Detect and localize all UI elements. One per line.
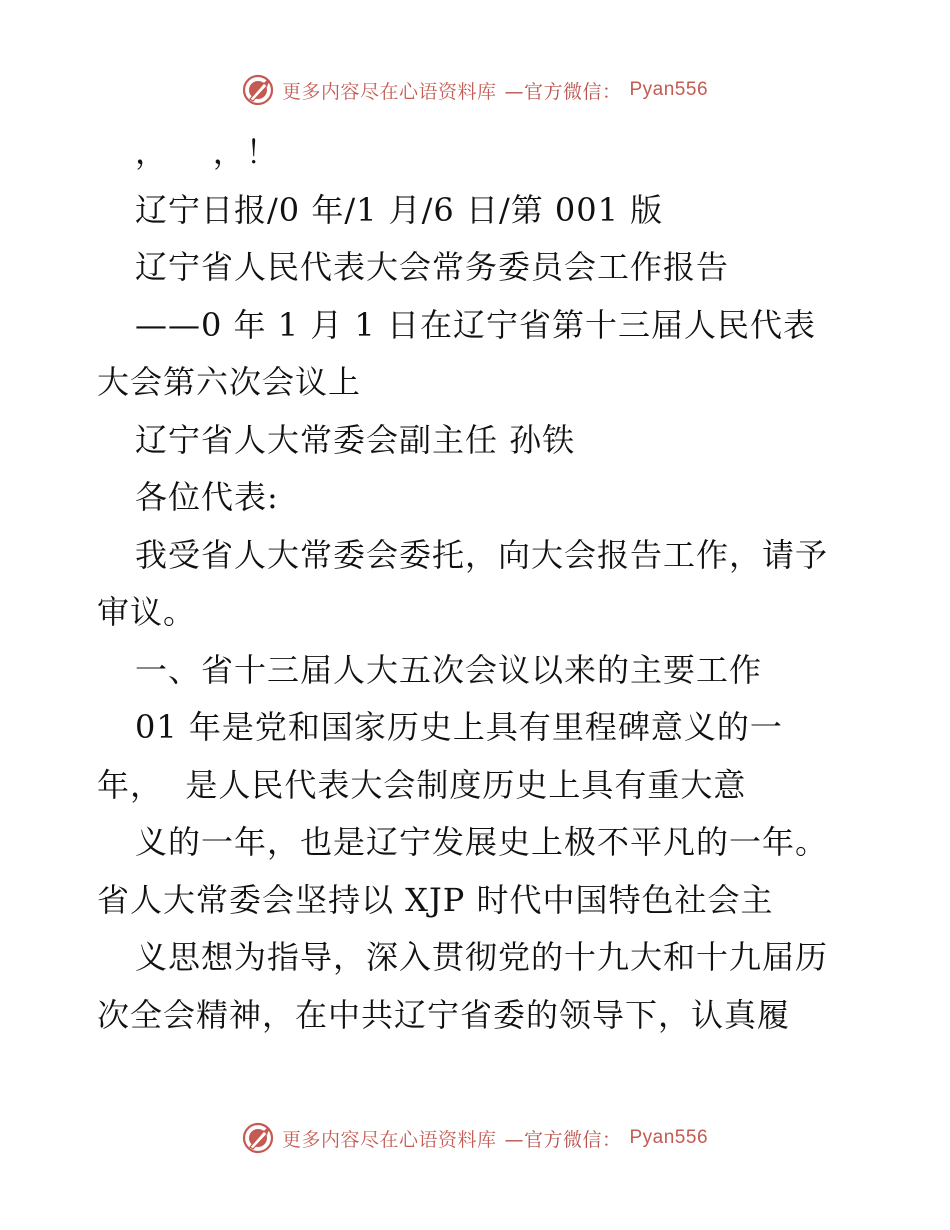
text-line: 省人大常委会坚持以 XJP 时代中国特色社会主	[97, 880, 774, 919]
text-line: 审议。	[97, 593, 197, 631]
text-line: 次全会精神，在中共辽宁省委的领导下，认真履	[97, 995, 791, 1034]
text-line: 义思想为指导，深入贯彻党的十九大和十九届历	[135, 938, 829, 976]
text-line: 辽宁省人大常委会副主任 孙铁	[135, 420, 576, 459]
text-line: 年， 是人民代表大会制度历史上具有重大意	[97, 765, 747, 804]
footer-banner	[0, 1118, 950, 1158]
document-body	[97, 124, 877, 1044]
text-line: 辽宁日报/0 年/1 月/6 日/第 001 版	[135, 190, 664, 229]
banner-separator: —官方微信：	[504, 80, 622, 103]
text-line: ——0 年 1 月 1 日在辽宁省第十三届人民代表	[135, 305, 816, 344]
text-line: 义的一年，也是辽宁发展史上极不平凡的一年。	[135, 823, 829, 861]
text-line: 大会第六次会议上	[97, 363, 362, 401]
banner-text: 更多内容尽在心语资料库	[281, 1128, 497, 1151]
pen-logo-icon	[242, 74, 274, 106]
banner-text: 更多内容尽在心语资料库	[281, 80, 497, 103]
text-line: 辽宁省人民代表大会常务委员会工作报告	[135, 248, 730, 286]
banner-separator: —官方微信：	[504, 1128, 622, 1151]
text-line: 我受省人大常委会委托，向大会报告工作，请予	[135, 535, 829, 574]
pen-logo-icon	[242, 1122, 274, 1154]
wechat-id: Pyan556	[629, 79, 709, 100]
text-line: 01 年是党和国家历史上具有里程碑意义的一	[135, 708, 783, 746]
header-banner	[0, 70, 950, 110]
wechat-id: Pyan556	[629, 1127, 709, 1148]
text-line: ， ，！	[135, 133, 279, 171]
text-line: 各位代表:	[135, 478, 279, 516]
text-line: 一、省十三届人大五次会议以来的主要工作	[135, 650, 763, 689]
